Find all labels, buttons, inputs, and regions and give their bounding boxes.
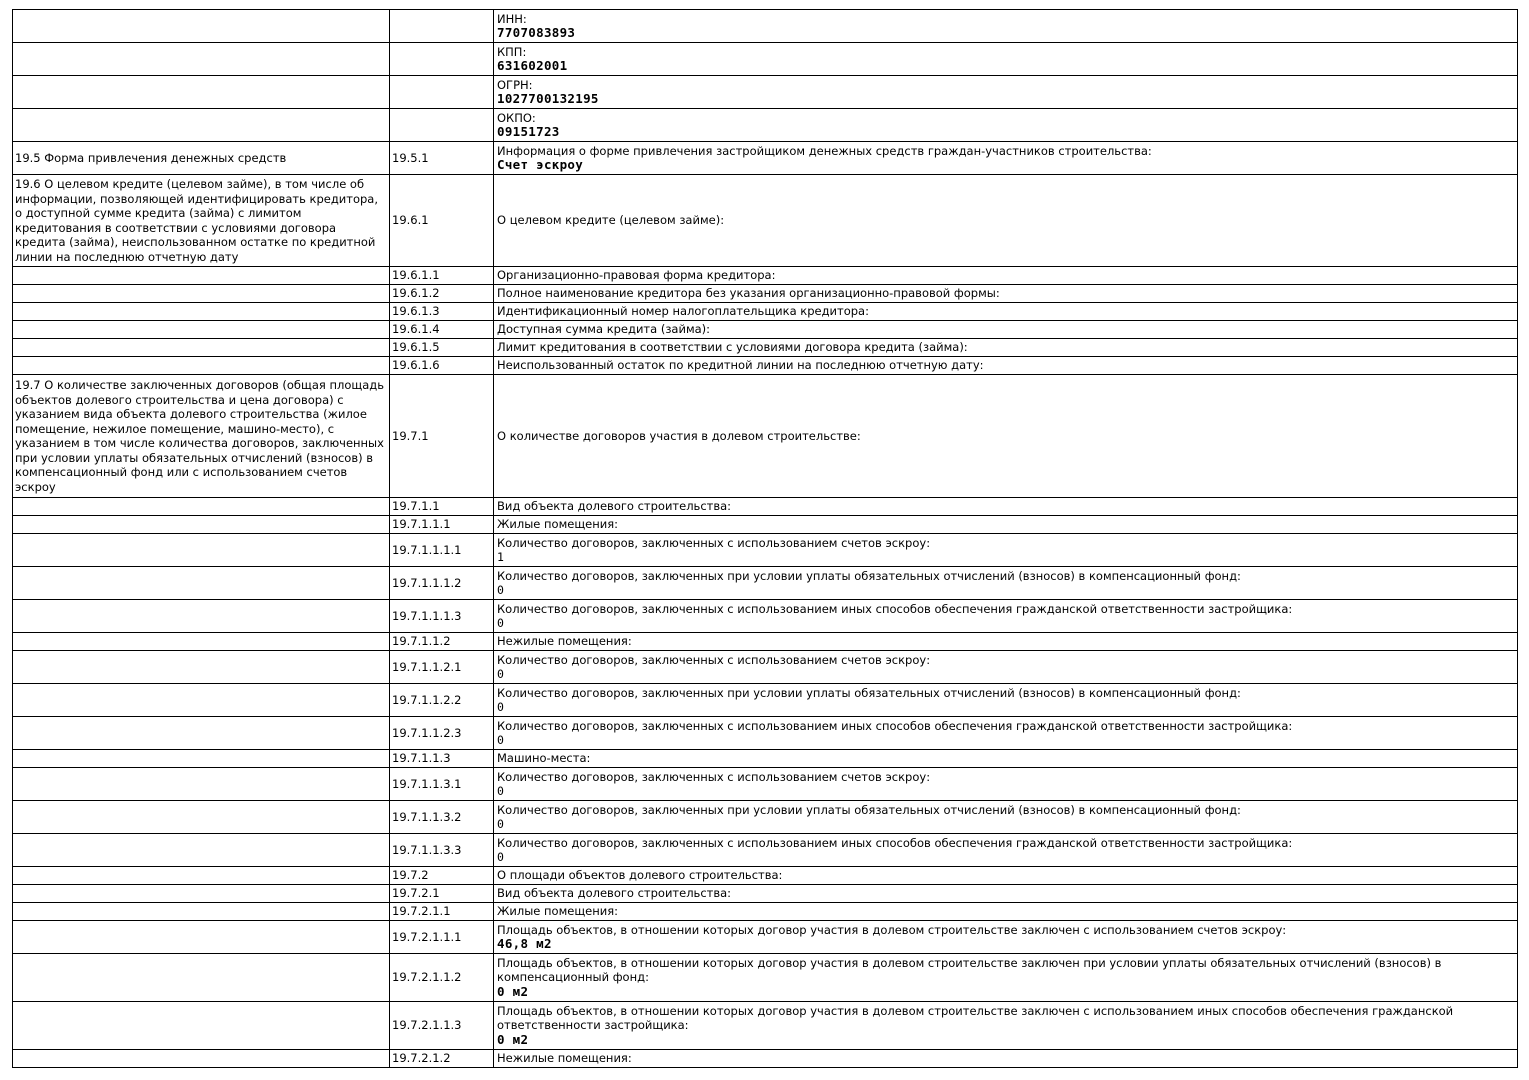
item-label: О количестве договоров участия в долевом строительстве: <box>497 428 861 443</box>
item-content-cell <box>494 885 1518 903</box>
table-row <box>13 267 1518 285</box>
item-label: Полное наименование кредитора без указания организационно-правовой формы: <box>497 286 1000 301</box>
item-code-cell <box>390 43 494 76</box>
section-title-cell <box>13 303 390 321</box>
item-content-cell <box>494 498 1518 516</box>
table-row <box>13 717 1518 750</box>
table-row <box>13 750 1518 768</box>
item-code-cell: 19.7.1.1.2.2 <box>390 684 494 717</box>
section-title-cell <box>13 903 390 921</box>
table-row <box>13 567 1518 600</box>
section-title-cell <box>13 498 390 516</box>
item-code-cell: 19.7.1.1.2.3 <box>390 717 494 750</box>
section-title-cell <box>13 867 390 885</box>
item-code-cell <box>390 76 494 109</box>
item-label: Количество договоров, заключенных с использованием иных способов обеспечения гражданской ответственности застройщика: <box>497 836 1293 851</box>
item-code-cell: 19.7.2 <box>390 867 494 885</box>
section-title-cell: 19.6 О целевом кредите (целевом займе), в том числе об информации, позволяющей идентифицировать кредитора, о доступной сумме кредита (займа) с лимитом кредитования в соответствии с условиями договора кредита (займа), неиспользованном остатке по кредитной линии на последнюю отчетную дату <box>13 175 390 267</box>
section-title-cell: 19.5 Форма привлечения денежных средств <box>13 142 390 175</box>
section-title-cell <box>13 1050 390 1068</box>
item-label: О площади объектов долевого строительства: <box>497 868 783 883</box>
item-value: 7707083893 <box>497 25 576 40</box>
item-code-cell: 19.7.1.1.1.3 <box>390 600 494 633</box>
item-value: 09151723 <box>497 124 560 139</box>
item-code-cell: 19.7.2.1.1.3 <box>390 1002 494 1050</box>
declaration-table-body <box>13 10 1518 1068</box>
table-row <box>13 516 1518 534</box>
item-content-cell <box>494 1002 1518 1050</box>
item-code-cell: 19.6.1.3 <box>390 303 494 321</box>
item-code-cell: 19.7.1.1.1.2 <box>390 567 494 600</box>
table-row <box>13 498 1518 516</box>
item-code-cell: 19.7.1.1.3 <box>390 750 494 768</box>
table-row <box>13 684 1518 717</box>
item-label: Жилые помещения: <box>497 517 619 532</box>
item-value: 1027700132195 <box>497 91 599 106</box>
section-title-cell <box>13 321 390 339</box>
item-content-cell <box>494 633 1518 651</box>
item-code-cell: 19.6.1.6 <box>390 357 494 375</box>
table-row <box>13 954 1518 1002</box>
item-content-cell <box>494 600 1518 633</box>
section-title-cell <box>13 109 390 142</box>
section-title-cell <box>13 684 390 717</box>
item-code-cell <box>390 109 494 142</box>
item-code-cell: 19.5.1 <box>390 142 494 175</box>
item-content-cell <box>494 651 1518 684</box>
table-row <box>13 1050 1518 1068</box>
item-content-cell <box>494 834 1518 867</box>
item-label: Площадь объектов, в отношении которых договор участия в долевом строительстве заключен при условии уплаты обязательных отчислений (взносов) в компенсационный фонд: <box>497 955 1442 985</box>
item-value: Счет эскроу <box>497 157 584 172</box>
section-title-cell <box>13 750 390 768</box>
item-value: 0 <box>497 582 504 597</box>
item-value: 0 <box>497 699 504 714</box>
item-code-cell: 19.7.1.1.2.1 <box>390 651 494 684</box>
item-content-cell <box>494 142 1518 175</box>
item-label: Организационно-правовая форма кредитора: <box>497 268 776 283</box>
item-content-cell <box>494 903 1518 921</box>
section-title-cell <box>13 801 390 834</box>
item-value: 0 <box>497 783 504 798</box>
item-content-cell <box>494 303 1518 321</box>
item-label: Неиспользованный остаток по кредитной линии на последнюю отчетную дату: <box>497 358 984 373</box>
item-code-cell: 19.7.1 <box>390 375 494 498</box>
item-code-cell: 19.6.1.5 <box>390 339 494 357</box>
section-title-cell <box>13 516 390 534</box>
item-code-cell: 19.7.2.1 <box>390 885 494 903</box>
table-row <box>13 834 1518 867</box>
table-row <box>13 651 1518 684</box>
table-row <box>13 1002 1518 1050</box>
item-content-cell <box>494 1050 1518 1068</box>
section-title-cell <box>13 285 390 303</box>
item-content-cell <box>494 921 1518 954</box>
item-code-cell: 19.7.1.1.3.3 <box>390 834 494 867</box>
item-content-cell <box>494 516 1518 534</box>
table-row <box>13 768 1518 801</box>
table-row <box>13 867 1518 885</box>
item-value: 0 <box>497 666 504 681</box>
table-row <box>13 321 1518 339</box>
item-content-cell <box>494 801 1518 834</box>
item-label: ИНН: <box>497 11 527 26</box>
item-label: Вид объекта долевого строительства: <box>497 886 732 901</box>
item-value: 0 <box>497 816 504 831</box>
table-row <box>13 801 1518 834</box>
item-content-cell <box>494 76 1518 109</box>
item-value: 1 <box>497 549 504 564</box>
item-label: Количество договоров, заключенных при условии уплаты обязательных отчислений (взносов) в компенсационный фонд: <box>497 686 1241 701</box>
item-code-cell: 19.6.1.4 <box>390 321 494 339</box>
item-content-cell <box>494 339 1518 357</box>
item-code-cell: 19.6.1.1 <box>390 267 494 285</box>
table-row <box>13 175 1518 267</box>
item-code-cell <box>390 10 494 43</box>
table-row <box>13 285 1518 303</box>
table-row <box>13 600 1518 633</box>
section-title-cell <box>13 633 390 651</box>
item-code-cell: 19.7.2.1.1 <box>390 903 494 921</box>
section-title-cell <box>13 357 390 375</box>
item-label: КПП: <box>497 44 527 59</box>
section-title-cell <box>13 954 390 1002</box>
item-label: Вид объекта долевого строительства: <box>497 499 732 514</box>
item-code-cell: 19.7.2.1.1.1 <box>390 921 494 954</box>
item-label: ОГРН: <box>497 77 533 92</box>
section-title-cell <box>13 76 390 109</box>
item-label: Количество договоров, заключенных с использованием иных способов обеспечения гражданской ответственности застройщика: <box>497 602 1293 617</box>
item-label: Информация о форме привлечения застройщиком денежных средств граждан-участников строительства: <box>497 143 1152 158</box>
item-label: Машино-места: <box>497 751 591 766</box>
item-value: 0 <box>497 732 504 747</box>
section-title-cell <box>13 1002 390 1050</box>
item-content-cell <box>494 534 1518 567</box>
table-row <box>13 76 1518 109</box>
item-label: Площадь объектов, в отношении которых договор участия в долевом строительстве заключен с использованием иных способов обеспечения гражданской ответственности застройщика: <box>497 1003 1454 1033</box>
item-label: Количество договоров, заключенных с использованием счетов эскроу: <box>497 653 931 668</box>
item-label: Доступная сумма кредита (займа): <box>497 322 711 337</box>
item-label: ОКПО: <box>497 110 536 125</box>
table-row <box>13 43 1518 76</box>
item-value: 0 <box>497 849 504 864</box>
table-row <box>13 633 1518 651</box>
table-row <box>13 885 1518 903</box>
section-title-cell <box>13 10 390 43</box>
item-value: 631602001 <box>497 58 568 73</box>
table-row <box>13 534 1518 567</box>
item-content-cell <box>494 684 1518 717</box>
item-code-cell: 19.7.2.1.1.2 <box>390 954 494 1002</box>
item-content-cell <box>494 954 1518 1002</box>
item-content-cell <box>494 267 1518 285</box>
item-code-cell: 19.6.1.2 <box>390 285 494 303</box>
table-row <box>13 109 1518 142</box>
item-code-cell: 19.7.2.1.2 <box>390 1050 494 1068</box>
item-content-cell <box>494 717 1518 750</box>
table-row <box>13 375 1518 498</box>
item-content-cell <box>494 567 1518 600</box>
item-label: Нежилые помещения: <box>497 1051 632 1066</box>
table-row <box>13 921 1518 954</box>
section-title-cell <box>13 567 390 600</box>
section-title-cell <box>13 921 390 954</box>
section-title-cell <box>13 651 390 684</box>
item-code-cell: 19.6.1 <box>390 175 494 267</box>
item-label: Количество договоров, заключенных при условии уплаты обязательных отчислений (взносов) в компенсационный фонд: <box>497 803 1241 818</box>
section-title-cell <box>13 834 390 867</box>
item-code-cell: 19.7.1.1 <box>390 498 494 516</box>
item-label: Количество договоров, заключенных с использованием счетов эскроу: <box>497 770 931 785</box>
item-code-cell: 19.7.1.1.1 <box>390 516 494 534</box>
section-title-cell <box>13 885 390 903</box>
item-label: О целевом кредите (целевом займе): <box>497 213 725 228</box>
item-value: 0 м2 <box>497 983 529 999</box>
section-title-cell <box>13 267 390 285</box>
item-content-cell <box>494 175 1518 267</box>
item-content-cell <box>494 285 1518 303</box>
section-title-cell <box>13 717 390 750</box>
section-title-cell <box>13 768 390 801</box>
item-content-cell <box>494 109 1518 142</box>
item-content-cell <box>494 768 1518 801</box>
item-content-cell <box>494 375 1518 498</box>
item-label: Количество договоров, заключенных с использованием счетов эскроу: <box>497 536 931 551</box>
section-title-cell <box>13 43 390 76</box>
table-row <box>13 339 1518 357</box>
item-content-cell <box>494 867 1518 885</box>
item-code-cell: 19.7.1.1.2 <box>390 633 494 651</box>
item-content-cell <box>494 750 1518 768</box>
section-title-cell: 19.7 О количестве заключенных договоров (общая площадь объектов долевого строительства и цена договора) с указанием вида объекта долевого строительства (жилое помещение, нежилое помещение, машино-место), с указанием в том числе количества договоров, заключенных при условии уплаты обязательных отчислений (взносов) в компенсационный фонд или с использованием счетов эскроу <box>13 375 390 498</box>
item-content-cell <box>494 357 1518 375</box>
item-value: 46,8 м2 <box>497 936 552 951</box>
table-row <box>13 357 1518 375</box>
item-label: Нежилые помещения: <box>497 634 632 649</box>
item-label: Лимит кредитования в соответствии с условиями договора кредита (займа): <box>497 340 968 355</box>
item-code-cell: 19.7.1.1.3.2 <box>390 801 494 834</box>
item-content-cell <box>494 321 1518 339</box>
declaration-table <box>12 9 1518 1068</box>
item-value: 0 <box>497 615 504 630</box>
section-title-cell <box>13 600 390 633</box>
table-row <box>13 303 1518 321</box>
item-label: Количество договоров, заключенных при условии уплаты обязательных отчислений (взносов) в компенсационный фонд: <box>497 569 1241 584</box>
item-label: Идентификационный номер налогоплательщика кредитора: <box>497 304 869 319</box>
section-title-cell <box>13 534 390 567</box>
item-code-cell: 19.7.1.1.3.1 <box>390 768 494 801</box>
item-label: Количество договоров, заключенных с использованием иных способов обеспечения гражданской ответственности застройщика: <box>497 719 1293 734</box>
table-row <box>13 142 1518 175</box>
section-title-cell <box>13 339 390 357</box>
item-label: Жилые помещения: <box>497 904 619 919</box>
item-content-cell <box>494 43 1518 76</box>
table-row <box>13 903 1518 921</box>
item-label: Площадь объектов, в отношении которых договор участия в долевом строительстве заключен с использованием счетов эскроу: <box>497 922 1287 937</box>
item-value: 0 м2 <box>497 1031 529 1047</box>
item-content-cell <box>494 10 1518 43</box>
table-row <box>13 10 1518 43</box>
item-code-cell: 19.7.1.1.1.1 <box>390 534 494 567</box>
